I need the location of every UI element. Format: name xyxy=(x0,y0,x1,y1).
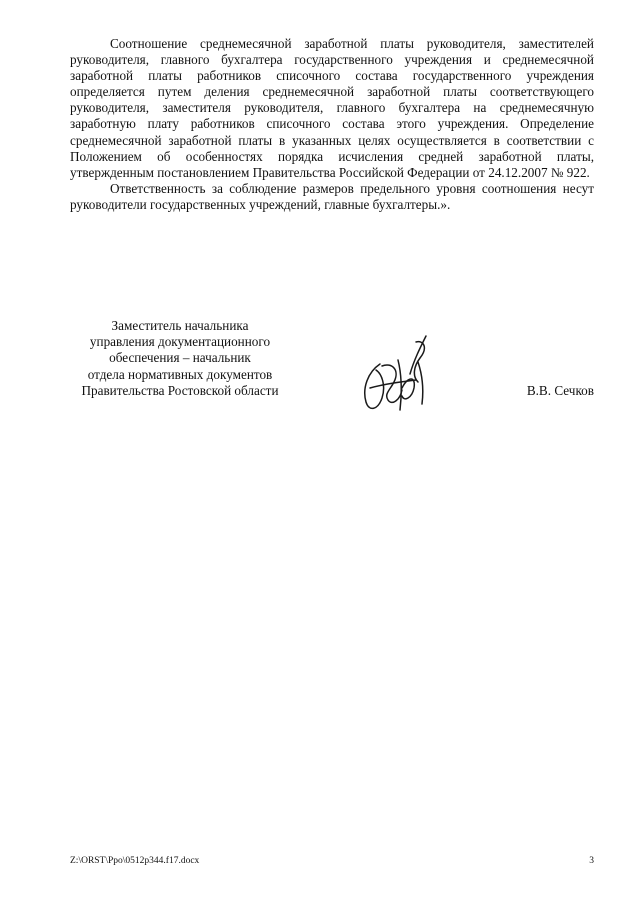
body-paragraph-2: Ответственность за соблюдение размеров предельного уровня соотношения несут руководители государственных учреждений, главные бухгалтеры.». xyxy=(70,180,594,212)
document-body xyxy=(70,36,594,213)
signatory-position xyxy=(56,318,304,399)
footer-file-path: Z:\ORST\Ppo\0512p344.f17.docx xyxy=(70,856,200,866)
position-line-2: управления документационного xyxy=(89,334,271,350)
page-number: 3 xyxy=(589,856,594,866)
handwritten-signature xyxy=(358,330,438,416)
position-line-5: Правительства Ростовской области xyxy=(81,382,279,398)
position-line-1: Заместитель начальника xyxy=(111,318,249,333)
body-paragraph-1: Соотношение среднемесячной заработной платы руководителя, заместителей руководителя, главного бухгалтера государственного учреждения и среднемесячной заработной платы работников списочного состава государственного учреждения определяется путем деления среднемесячной заработной платы соответствующего руководителя, заместителя руководителя, главного бухгалтера на среднемесячную заработную плату работников списочного состава этого учреждения. Определение среднемесячной заработной платы в указанных целях осуществляется в соответствии с Положением об особенностях порядка исчисления средней заработной платы, утвержденным постановлением Правительства Российской Федерации от 24.12.2007 № 922. xyxy=(70,36,594,180)
position-line-3: обеспечения – начальник xyxy=(109,350,251,366)
signatory-name: В.В. Сечков xyxy=(526,383,594,398)
position-line-4: отдела нормативных документов xyxy=(87,366,273,382)
